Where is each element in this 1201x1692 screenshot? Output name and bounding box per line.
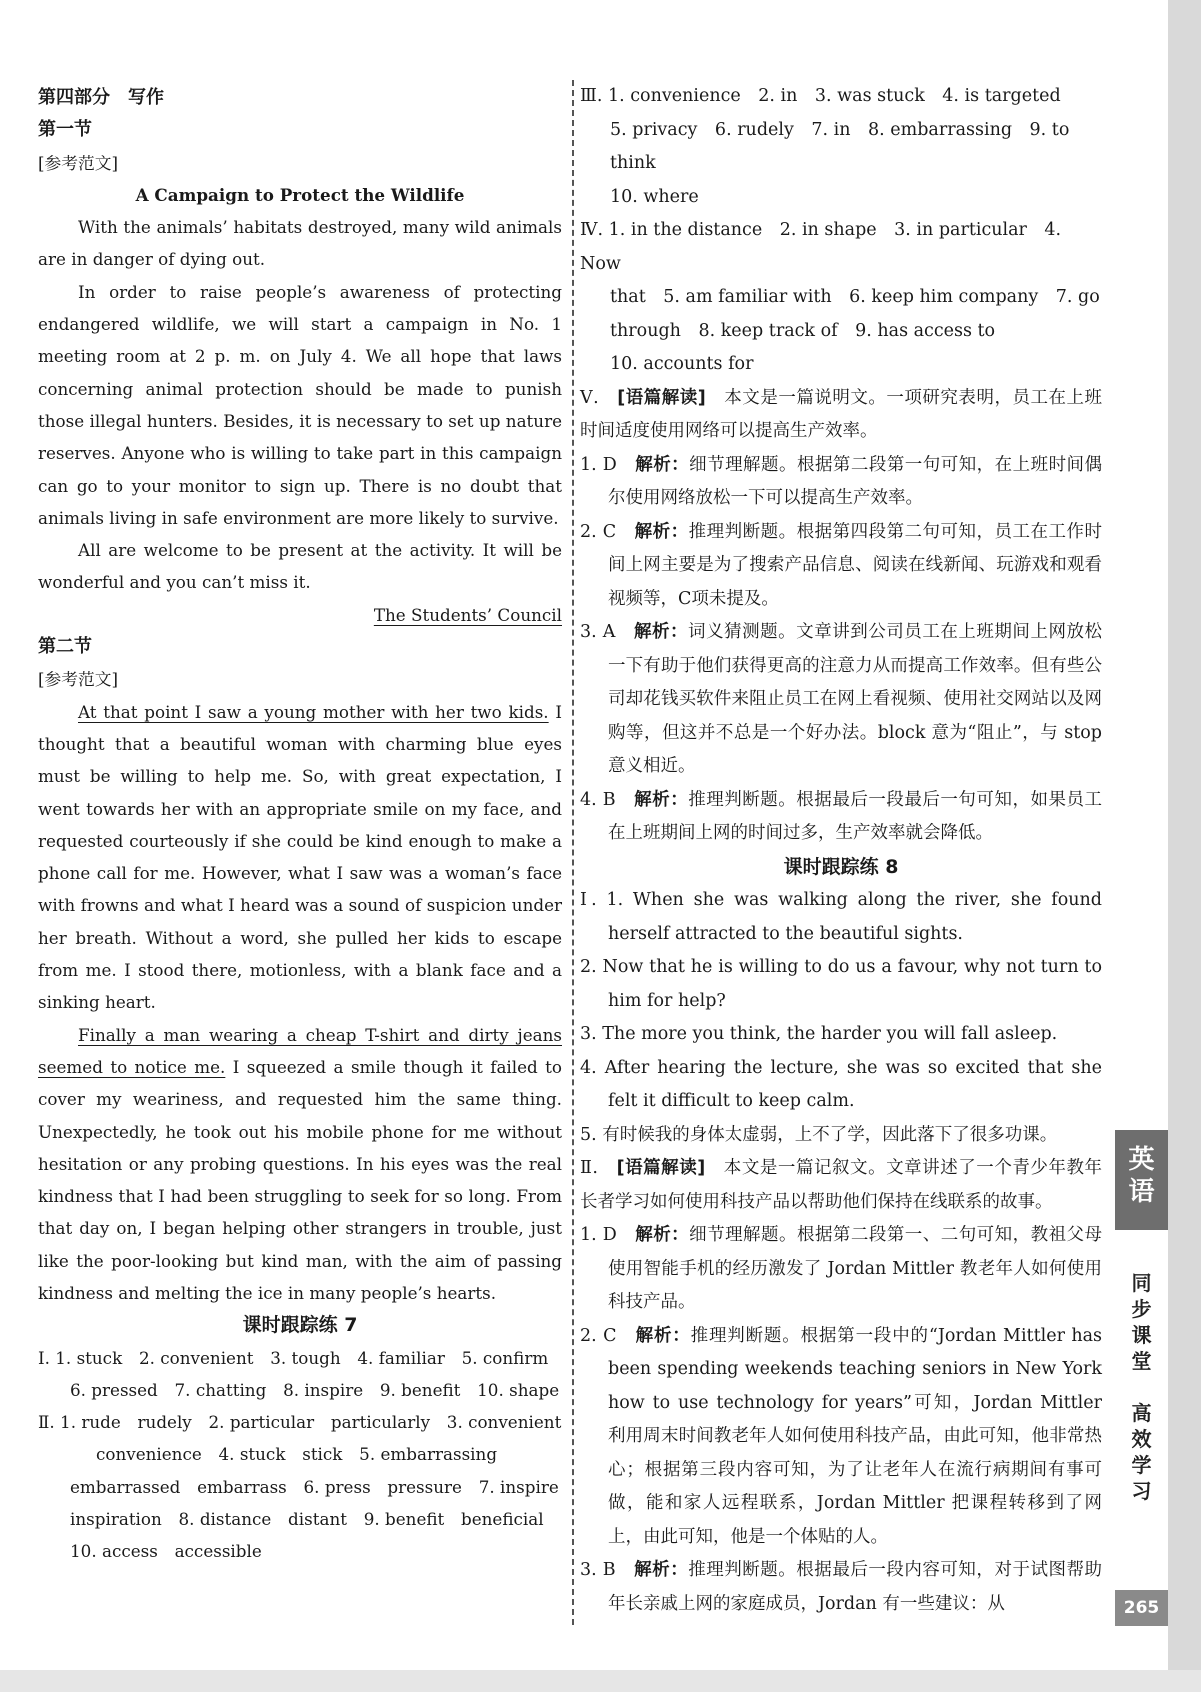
lesson-8-part-i-3: 3. The more you think, the harder you will fall asleep. bbox=[580, 1024, 1058, 1044]
lesson-8-part-ii-answer-1: 1. D 解析：细节理解题。根据第二段第一、二句可知，教祖父母使用智能手机的经历激发了 Jordan Mittler 教老年人如何使用科技产品。 bbox=[580, 1225, 1103, 1312]
column-divider bbox=[572, 80, 574, 1625]
part-v-intro: Ⅴ. [语篇解读] 本文是一篇说明文。一项研究表明，员工在上班时间适度使用网络可以提高生产效率。 bbox=[580, 387, 1102, 441]
lesson-7-part-ii-line-2: convenience 4. stuck stick 5. embarrassing bbox=[96, 1444, 498, 1465]
reference-label-1: [参考范文] bbox=[38, 152, 119, 173]
essay-2-opening-sentence: At that point I saw a young mother with her two kids. bbox=[78, 701, 549, 722]
part-iv-line-3: through 8. keep track of 9. has access to bbox=[610, 320, 996, 341]
lesson-8-heading: 课时跟踪练 8 bbox=[783, 855, 899, 878]
part-title: 第四部分 写作 bbox=[38, 87, 164, 108]
part-v-answer-3: 3. A 解析：词义猜测题。文章讲到公司员工在上班期间上网放松一下有助于他们获得更高的注意力从而提高工作效率。但有些公司却花钱买软件来阻止员工在网上看视频、使用社交网站以及网购等，但这并不总是一个好办法。block 意为“阻止”，与 stop 意义相近。 bbox=[580, 622, 1103, 776]
essay-2-second-opening: Finally a man wearing a cheap T-shirt and dirty jeans seemed to notice me. bbox=[38, 1024, 562, 1077]
essay-1-paragraph-1: With the animals’ habitats destroyed, many wild animals are in danger of dying out. bbox=[38, 217, 562, 270]
series-tab: 同 步 课 堂 高 效 学 习 bbox=[1131, 1271, 1152, 1503]
lesson-8-part-i-2: 2. Now that he is willing to do us a favour, why not turn to him for help? bbox=[580, 957, 1102, 1011]
section-2-title: 第二节 bbox=[38, 636, 92, 658]
lesson-8-part-ii-answer-3: 3. B 解析：推理判断题。根据最后一段内容可知，对于试图帮助年长亲戚上网的家庭成员，Jordan 有一些建议：从 bbox=[580, 1560, 1103, 1614]
part-iv-line-2: that 5. am familiar with 6. keep him company 7. go bbox=[610, 287, 1100, 307]
lesson-7-heading: 课时跟踪练 7 bbox=[242, 1314, 358, 1337]
lesson-7-part-i-line-1: Ⅰ. 1. stuck 2. convenient 3. tough 4. familiar 5. confirm bbox=[38, 1347, 549, 1368]
lesson-7-part-i-line-2: 6. pressed 7. chatting 8. inspire 9. benefit 10. shape bbox=[70, 1379, 560, 1400]
reference-label-2: [参考范文] bbox=[38, 669, 119, 690]
essay-2-paragraph-1: At that point I saw a young mother with her two kids. I thought that a beautiful woman with charming blue eyes must be willing to help me. So, with great expectation, I went towards her with an appropriate smile on my face, and requested courteously if she could be kind enough to make a phone call for me. However, what I saw was a woman’s face with frowns and what I heard was a sound of suspicion under her breath. Without a word, she pulled her kids to escape from me. I stood there, motionless, with a blank face and a sinking heart. bbox=[38, 701, 563, 1013]
page-edge-shade bbox=[1168, 0, 1201, 1692]
part-v-answer-2: 2. C 解析：推理判断题。根据第四段第二句可知，员工在工作时间上网主要是为了搜索产品信息、阅读在线新闻、玩游戏和观看视频等，C项未提及。 bbox=[580, 521, 1103, 609]
lesson-7-part-ii-line-1: Ⅱ. 1. rude rudely 2. particular particularly 3. convenient bbox=[38, 1412, 562, 1433]
page-number: 265 bbox=[1115, 1590, 1168, 1626]
section-1-title: 第一节 bbox=[38, 119, 92, 141]
essay-1-paragraph-3: All are welcome to be present at the activity. It will be wonderful and you can’t miss it. bbox=[38, 540, 562, 593]
part-iv-line-4: 10. accounts for bbox=[610, 354, 754, 374]
lesson-7-part-ii-line-3: embarrassed embarrass 6. press pressure 7. inspire bbox=[70, 1476, 559, 1497]
lesson-8-part-ii-intro: Ⅱ. [语篇解读] 本文是一篇记叙文。文章讲述了一个青少年教年长者学习如何使用科技产品以帮助他们保持在线联系的故事。 bbox=[580, 1158, 1102, 1212]
lesson-7-part-ii-line-4: inspiration 8. distance distant 9. benefit beneficial bbox=[70, 1509, 544, 1530]
lesson-8-part-i-4: 4. After hearing the lecture, she was so excited that she felt it difficult to keep calm. bbox=[580, 1057, 1102, 1111]
lesson-8-part-i-5: 5. 有时候我的身体太虚弱，上不了学，因此落下了很多功课。 bbox=[580, 1124, 1058, 1145]
lesson-8-part-i-1: Ⅰ. 1. When she was walking along the river, she found herself attracted to the beautiful sights. bbox=[580, 890, 1102, 944]
part-iii-line-2: 5. privacy 6. rudely 7. in 8. embarrassing 9. to think bbox=[610, 119, 1070, 173]
essay-1-signature: The Students’ Council bbox=[373, 604, 562, 625]
essay-1-paragraph-2: In order to raise people’s awareness of protecting endangered wildlife, we will start a campaign in No. 1 meeting room at 2 p. m. on July 4. We all hope that laws concerning animal protection should be made to punish those illegal hunters. Besides, it is necessary to set up nature reserves. Anyone who is willing to take part in this campaign can go to your monitor to sign up. There is no doubt that animals living in safe environment are more likely to survive. bbox=[38, 281, 562, 528]
part-v-answer-4: 4. B 解析：推理判断题。根据最后一段最后一句可知，如果员工在上班期间上网的时间过多，生产效率就会降低。 bbox=[580, 789, 1103, 843]
part-v-answer-1: 1. D 解析：细节理解题。根据第二段第一句可知，在上班时间偶尔使用网络放松一下可以提高生产效率。 bbox=[580, 454, 1103, 508]
part-iii-line-1: Ⅲ. 1. convenience 2. in 3. was stuck 4. is targeted bbox=[580, 86, 1061, 106]
right-column bbox=[580, 80, 1102, 1621]
subject-tab: 英 语 bbox=[1115, 1130, 1168, 1230]
part-iv-line-1: Ⅳ. 1. in the distance 2. in shape 3. in particular 4. Now bbox=[580, 220, 1062, 274]
essay-1-title: A Campaign to Protect the Wildlife bbox=[135, 184, 465, 205]
page-bottom-shade bbox=[0, 1670, 1201, 1692]
part-iii-line-3: 10. where bbox=[610, 186, 699, 207]
essay-2-paragraph-2: Finally a man wearing a cheap T-shirt and dirty jeans seemed to notice me. I squeezed a smile though it failed to cover my weariness, and requested him the same thing. Unexpectedly, he took out his mobile phone for me without hesitation or any probing questions. In his eyes was the real kindness that I had been struggling to seek for so long. From that day on, I began helping other strangers in trouble, just like the poor-looking but kind man, with the aim of passing kindness and melting the ice in many people’s hearts. bbox=[38, 1024, 562, 1303]
lesson-7-part-ii-line-5: 10. access accessible bbox=[70, 1541, 262, 1562]
lesson-8-part-ii-answer-2: 2. C 解析：推理判断题。根据第一段中的“Jordan Mittler has been spending weekends teaching seniors in New York how to use technology for years”可知，Jordan Mittler 利用周末时间教老年人如何使用科技产品，由此可知，他非常热心；根据第三段内容可知，为了让老年人在流行病期间有事可做，能和家人远程联系，Jordan Mittler 把课程转移到了网上，由此可知，他是一个体贴的人。 bbox=[580, 1325, 1103, 1547]
left-column bbox=[38, 82, 562, 1568]
